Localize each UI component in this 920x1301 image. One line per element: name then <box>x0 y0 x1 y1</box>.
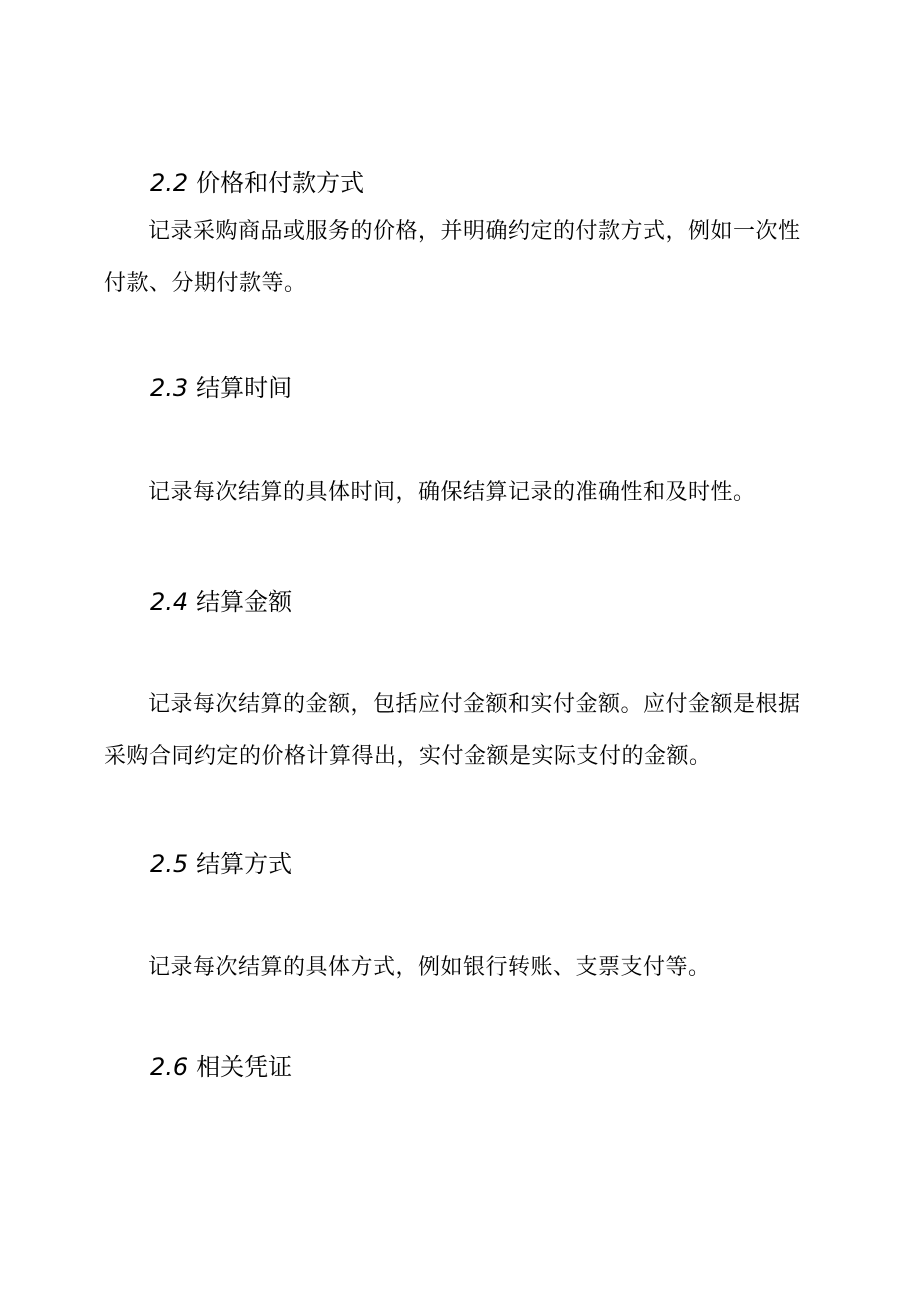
section-body: 记录每次结算的金额，包括应付金额和实付金额。应付金额是根据采购合同约定的价格计算得出，实付金额是实际支付的金额。 <box>104 692 801 769</box>
section-title: 价格和付款方式 <box>196 169 365 197</box>
section-number: 2.3 <box>150 374 189 402</box>
section-heading <box>150 168 364 198</box>
section-body: 记录每次结算的具体方式，例如银行转账、支票支付等。 <box>148 955 711 980</box>
section-body: 记录每次结算的具体时间，确保结算记录的准确性和及时性。 <box>148 480 756 505</box>
section-number: 2.6 <box>150 1053 189 1081</box>
section-heading <box>150 587 292 617</box>
section-number: 2.4 <box>150 588 189 616</box>
section-title: 结算时间 <box>196 374 293 402</box>
section-title: 结算方式 <box>196 850 293 878</box>
section-heading <box>150 849 292 879</box>
section-number: 2.5 <box>150 850 189 878</box>
section-number: 2.2 <box>150 169 189 197</box>
section-heading <box>150 1052 292 1082</box>
section-body: 记录采购商品或服务的价格，并明确约定的付款方式，例如一次性付款、分期付款等。 <box>104 219 801 296</box>
section-title: 相关凭证 <box>196 1053 293 1081</box>
section-title: 结算金额 <box>196 588 293 616</box>
section-heading <box>150 373 292 403</box>
